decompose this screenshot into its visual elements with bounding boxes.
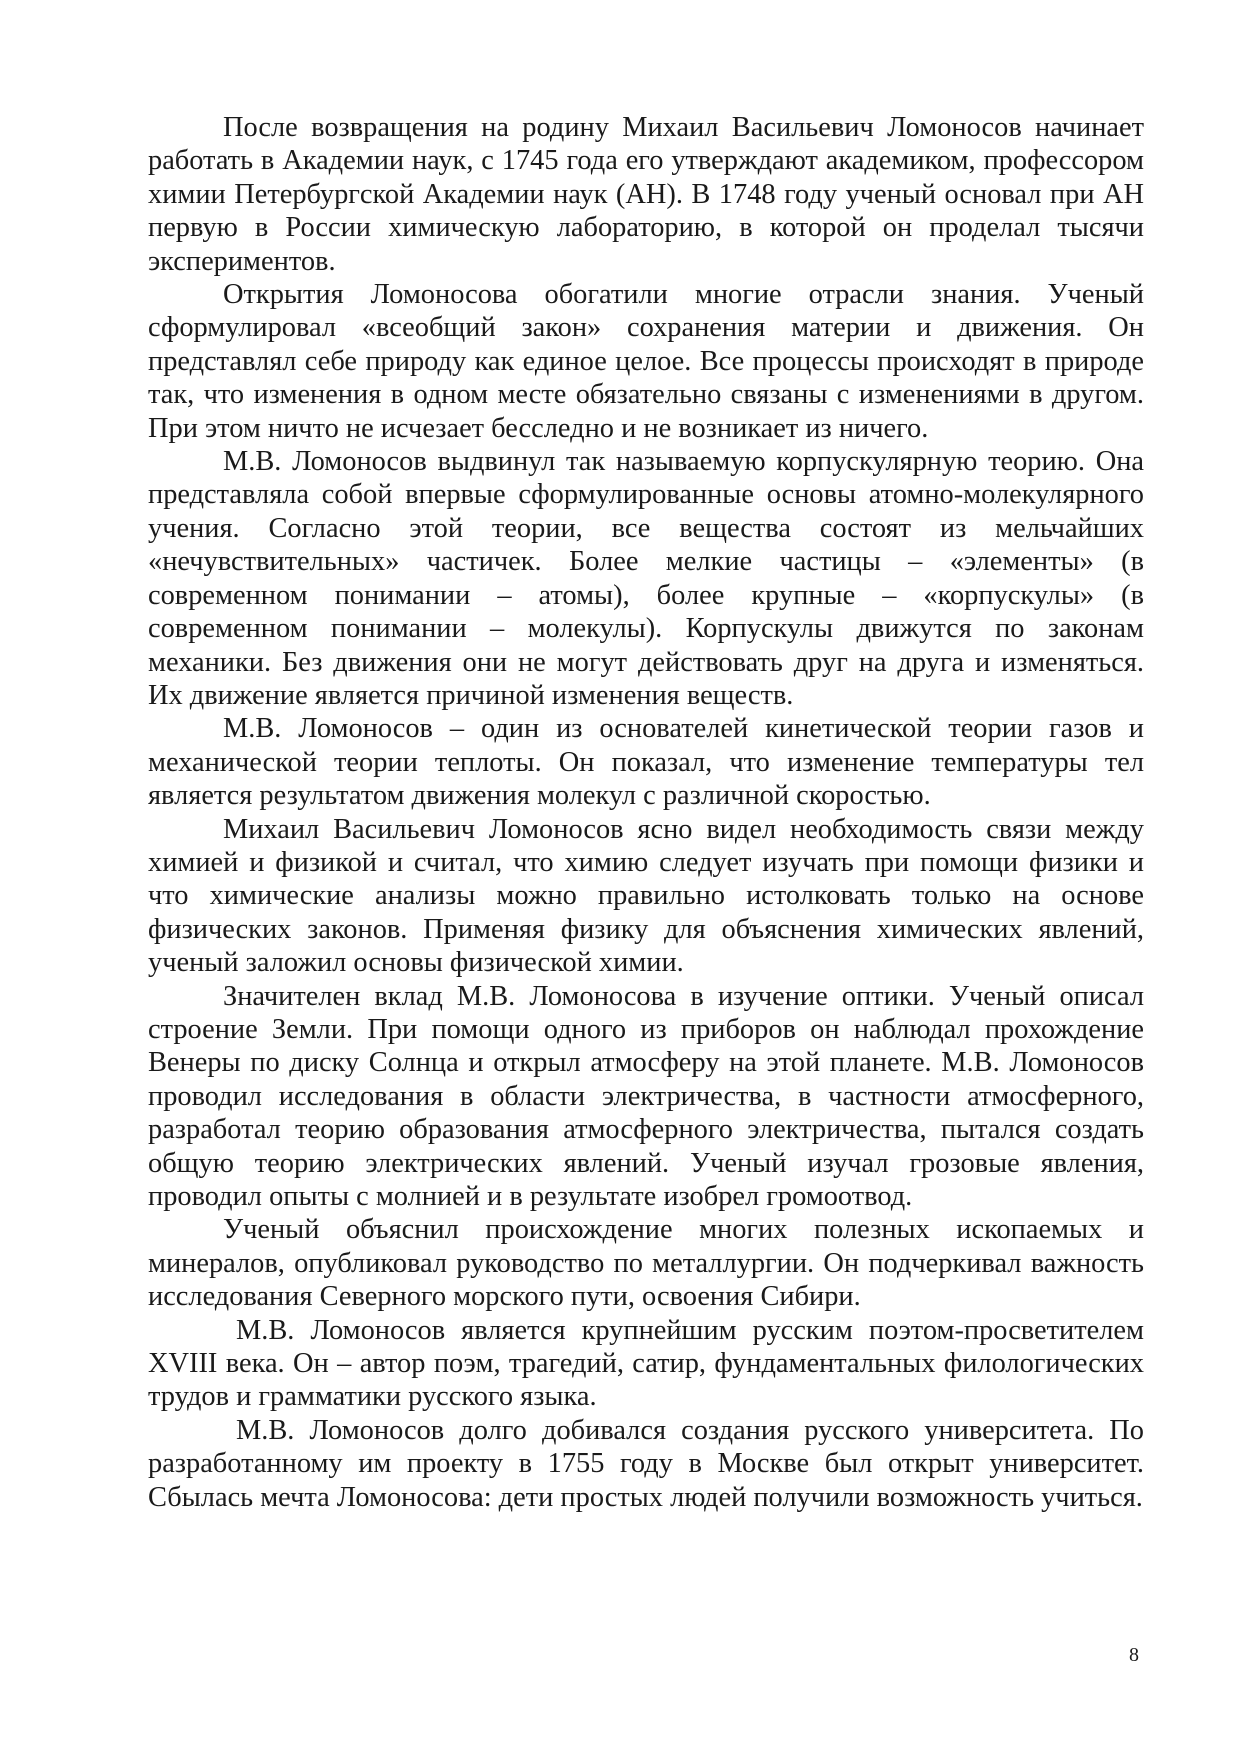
paragraph-university: М.В. Ломоносов долго добивался создания русского университета. По разработанному им проекту в 1755 году в Москве был открыт университет. Сбылась мечта Ломоносова: дети простых людей получили возможность учиться. [148, 1414, 1144, 1513]
paragraph-minerals: Ученый объяснил происхождение многих полезных ископаемых и минералов, опубликовал руководство по металлургии. Он подчеркивал важность исследования Северного морского пути, освоения Сибири. [148, 1214, 1144, 1313]
paragraph-optics-electricity: Значителен вклад М.В. Ломоносова в изучение оптики. Ученый описал строение Земли. При помощи одного из приборов он наблюдал прохождение Венеры по диску Солнца и открыл атмосферу на этой планете. М.В. Ломоносов проводил исследования в области электричества, в частности атмосферного, разработал теорию образования атмосферного электричества, пытался создать общую теорию электрических явлений. Ученый изучал грозовые явления, проводил опыты с молнией и в результате изобрел громоотвод. [148, 980, 1144, 1212]
paragraph-poet: М.В. Ломоносов является крупнейшим русским поэтом-просветителем XVIII века. Он – автор поэм, трагедий, сатир, фундаментальных филологических трудов и грамматики русского языка. [148, 1314, 1144, 1413]
body-text [148, 111, 1144, 1514]
paragraph-physical-chemistry: Михаил Васильевич Ломоносов ясно видел необходимость связи между химией и физикой и считал, что химию следует изучать при помощи физики и что химические анализы можно правильно истолковать только на основе физических законов. Применяя физику для объяснения химических явлений, ученый заложил основы физической химии. [148, 813, 1144, 979]
paragraph-discoveries: Открытия Ломоносова обогатили многие отрасли знания. Ученый сформулировал «всеобщий закон» сохранения материи и движения. Он представлял себе природу как единое целое. Все процессы происходят в природе так, что изменения в одном месте обязательно связаны с изменениями в другом. При этом ничто не исчезает бесследно и не возникает из ничего. [148, 279, 1144, 444]
paragraph-kinetic-theory: М.В. Ломоносов – один из основателей кинетической теории газов и механической теории теплоты. Он показал, что изменение температуры тел является результатом движения молекул с различной скоростью. [148, 713, 1144, 812]
paragraph-return-to-homeland: После возвращения на родину Михаил Васильевич Ломоносов начинает работать в Академии наук, с 1745 года его утверждают академиком, профессором химии Петербургской Академии наук (АН). В 1748 году ученый основал при АН первую в России химическую лабораторию, в которой он проделал тысячи экспериментов. [148, 112, 1144, 277]
page-number: 8 [1129, 1644, 1139, 1666]
paragraph-corpuscular-theory: М.В. Ломоносов выдвинул так называемую корпускулярную теорию. Она представляла собой впервые сформулированные основы атомно-молекулярного учения. Согласно этой теории, все вещества состоят из мельчайших «нечувствительных» частичек. Более мелкие частицы – «элементы» (в современном понимании – атомы), более крупные – «корпускулы» (в современном понимании – молекулы). Корпускулы движутся по законам механики. Без движения они не могут действовать друг на друга и изменяться. Их движение является причиной изменения веществ. [148, 446, 1144, 711]
